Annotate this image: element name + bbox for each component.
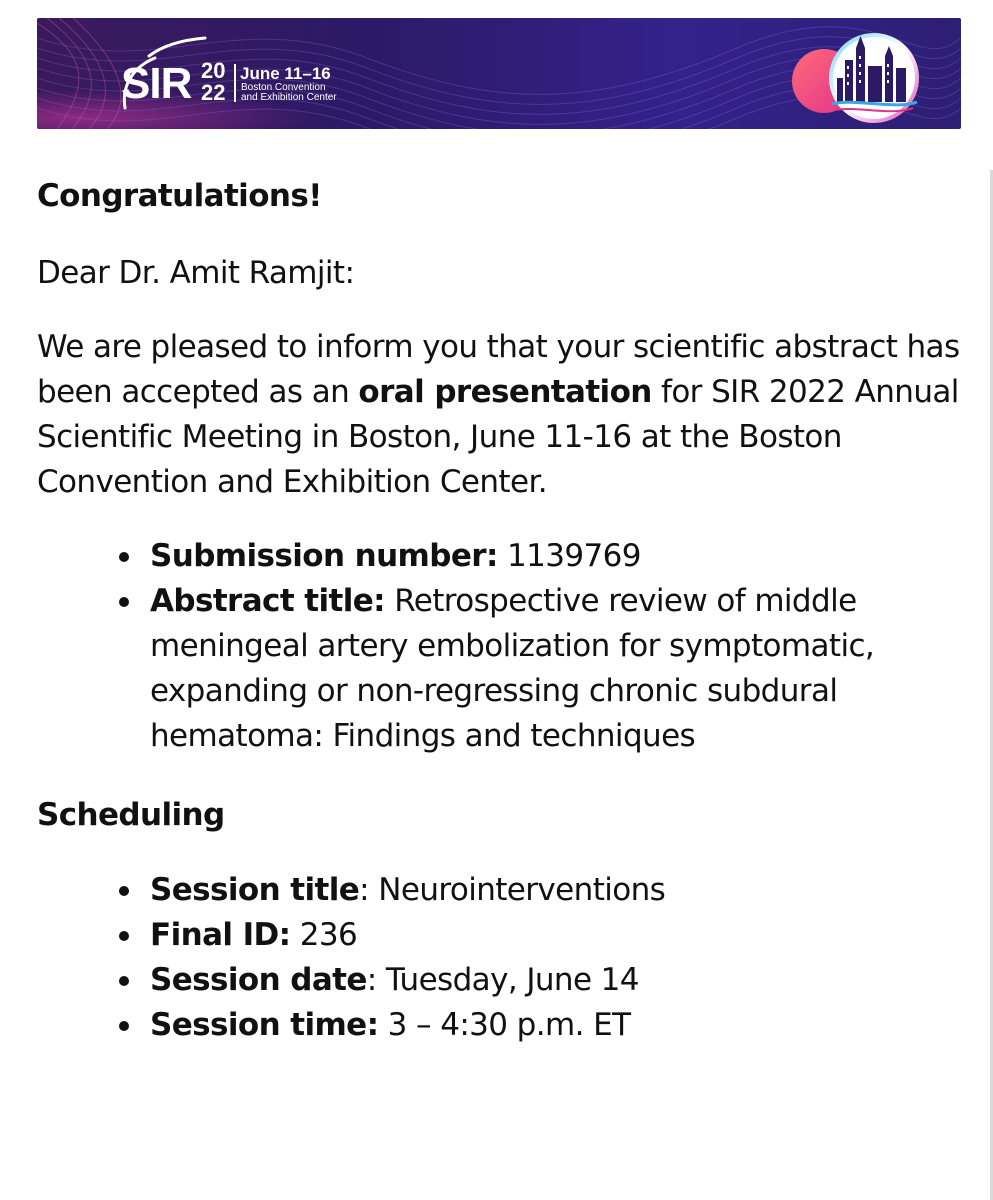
session-date-value: : Tuesday, June 14 bbox=[366, 962, 639, 998]
list-item-final-id bbox=[150, 913, 967, 958]
logo-year-bottom: 22 bbox=[201, 80, 226, 105]
final-id-value: 236 bbox=[290, 917, 358, 953]
abstract-title-label: Abstract title: bbox=[150, 583, 385, 619]
list-item-session-time bbox=[150, 1003, 967, 1048]
intro-text-after: for SIR 2022 Annual Scientific Meeting in Boston, June 11-16 at the Boston Convention and Exhibition Center. bbox=[37, 374, 959, 500]
banner-venue-line2: and Exhibition Center bbox=[241, 92, 337, 103]
logo-year bbox=[201, 60, 235, 104]
session-title-label: Session title bbox=[150, 872, 360, 908]
submission-details-list bbox=[37, 534, 967, 759]
session-title-value: : Neurointerventions bbox=[359, 872, 666, 908]
acceptance-paragraph bbox=[37, 325, 967, 505]
list-item-session-date bbox=[150, 958, 967, 1003]
submission-number-label: Submission number: bbox=[150, 538, 498, 574]
session-time-value: 3 – 4:30 p.m. ET bbox=[378, 1007, 631, 1043]
email-body bbox=[37, 170, 967, 1048]
banner-venue-line1: Boston Convention bbox=[241, 82, 326, 93]
logo-year-top: 20 bbox=[201, 58, 226, 83]
logo-sir-text: SIR bbox=[121, 59, 192, 108]
session-time-label: Session time: bbox=[150, 1007, 379, 1043]
intro-text-before: We are pleased to inform you that your scientific abstract has been accepted as an bbox=[37, 329, 960, 410]
banner-dates: June 11–16 bbox=[240, 64, 331, 83]
submission-number-value: 1139769 bbox=[497, 538, 641, 574]
list-item-session-title bbox=[150, 868, 967, 913]
oral-presentation-emphasis: oral presentation bbox=[358, 374, 652, 410]
list-item-abstract-title bbox=[150, 579, 967, 759]
logo-divider bbox=[234, 64, 236, 102]
congratulations-heading: Congratulations! bbox=[37, 178, 322, 214]
scheduling-heading: Scheduling bbox=[37, 797, 225, 833]
list-item-submission-number bbox=[150, 534, 967, 579]
conference-banner bbox=[37, 18, 961, 129]
session-date-label: Session date bbox=[150, 962, 367, 998]
final-id-label: Final ID: bbox=[150, 917, 291, 953]
abstract-title-value: Retrospective review of middle meningeal artery embolization for symptomatic, expanding or non-regressing chronic subdural hematoma: Findings and techniques bbox=[150, 583, 875, 754]
greeting: Dear Dr. Amit Ramjit: bbox=[37, 255, 355, 291]
scheduling-list bbox=[37, 868, 967, 1048]
banner-venue bbox=[241, 83, 361, 103]
